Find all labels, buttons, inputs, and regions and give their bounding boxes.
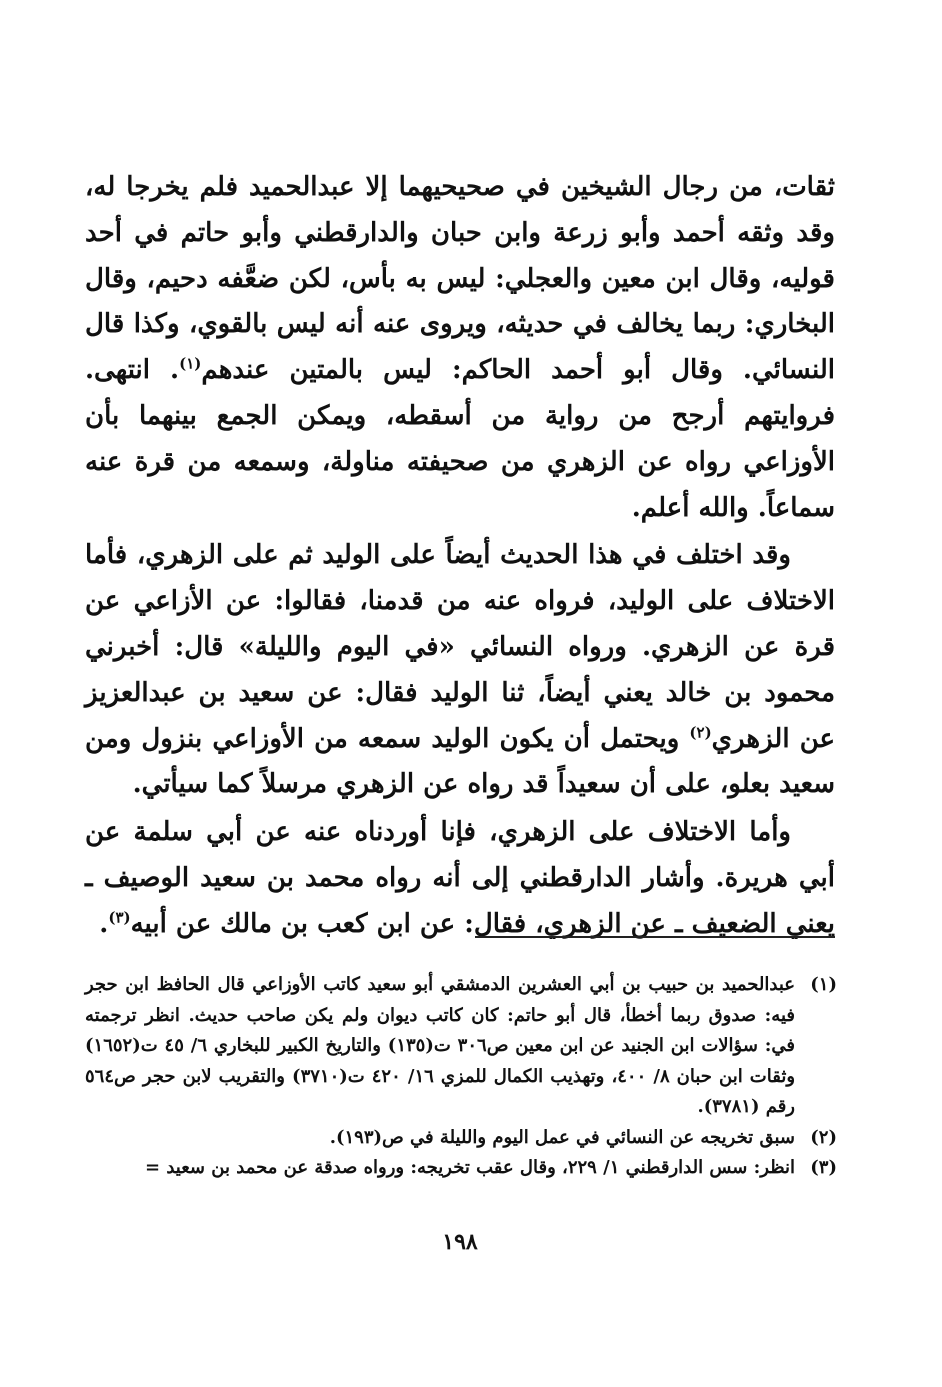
paragraph-text-continued: ويحتمل أن يكون الوليد سمعه من الأوزاعي بنزول ومن سعيد بعلو، على أن سعيداً قد رواه عن الزهري مرسلاً كما سيأتي. [85, 723, 835, 800]
paragraph-1 [85, 165, 835, 531]
footnote-2 [85, 1123, 837, 1154]
paragraph-text-continued: . [99, 908, 109, 939]
main-text [85, 165, 835, 948]
footnote-text: عبدالحميد بن حبيب بن أبي العشرين الدمشقي أبو سعيد كاتب الأوزاعي قال الحافظ ابن حجر فيه: صدوق ربما أخطأ، قال أبو حاتم: كان كاتب ديوان ولم يكن صاحب حديث. انظر ترجمته في: سؤالات ابن الجنيد عن ابن معين ص٣٠٦ ت(١٣٥) والتاريخ الكبير للبخاري ٦/ ٤٥ ت(١٦٥٢) وثقات ابن حبان ٨/ ٤٠٠، وتهذيب الكمال للمزي ١٦/ ٤٢٠ ت(٣٧١٠) والتقريب لابن حجر ص٥٦٤ رقم (٣٧٨١). [85, 974, 796, 1117]
footnote-number: (٣) [810, 1157, 837, 1178]
footnote-ref-1: (١) [179, 354, 202, 373]
book-page [85, 165, 835, 1347]
footnote-text: انظر: سس الدارقطني ١/ ٢٢٩، وقال عقب تخريجه: ورواه صدقة عن محمد بن سعيد = [145, 1157, 795, 1178]
footnote-3 [85, 1153, 837, 1184]
paragraph-3 [85, 810, 835, 947]
paragraph-text: وقد اختلف في هذا الحديث أيضاً على الوليد ثم على الزهري، فأما الاختلاف على الوليد، فرواه عنه من قدمنا، فقالوا: عن الأزاعي عن قرة عن الزهري. ورواه النسائي «في اليوم والليلة» قال: أخبرني محمود بن خالد يعني أيضاً، ثنا الوليد فقال: عن سعيد بن عبدالعزيز عن الزهري [85, 540, 835, 754]
paragraph-text: وأما الاختلاف على الزهري، فإنا أوردناه عنه عن أبي سلمة عن أبي هريرة. وأشار الدارقطني إلى أنه رواه محمد بن سعيد الوصيف ـ يعني الضعيف ـ عن الزهري، فقال: عن ابن كعب بن مالك عن أبيه [85, 817, 835, 939]
footnotes [85, 970, 837, 1184]
footnote-number: (٢) [810, 1126, 837, 1148]
footnote-ref-3: (٣) [108, 908, 131, 927]
footnote-ref-2: (٢) [689, 722, 712, 741]
footnote-separator [475, 936, 835, 938]
paragraph-text-continued: . انتهى. فروايتهم أرجح من رواية من أسقطه، ويمكن الجمع بينهما بأن الأوزاعي رواه عن الزهري من صحيفته مناولة، وسمعه من قرة عنه سماعاً. والله أعلم. [85, 355, 835, 523]
paragraph-text: ثقات، من رجال الشيخين في صحيحيهما إلا عبدالحميد فلم يخرجا له، وقد وثقه أحمد وأبو زرعة وابن حبان والدارقطني وأبو حاتم في أحد قوليه، وقال ابن معين والعجلي: ليس به بأس، لكن ضعَّفه دحيم، وقال البخاري: ربما يخالف في حديثه، ويروى عنه أنه ليس بالقوي، وكذا قال النسائي. وقال أبو أحمد الحاكم: ليس بالمتين عندهم [85, 172, 835, 386]
page-number: ١٩٨ [442, 1229, 478, 1255]
paragraph-2 [85, 533, 835, 808]
footnote-number: (١) [810, 974, 837, 995]
footnote-1 [85, 970, 837, 1123]
footnote-text: سبق تخريجه عن النسائي في عمل اليوم والليلة في ص(١٩٣). [329, 1126, 795, 1148]
